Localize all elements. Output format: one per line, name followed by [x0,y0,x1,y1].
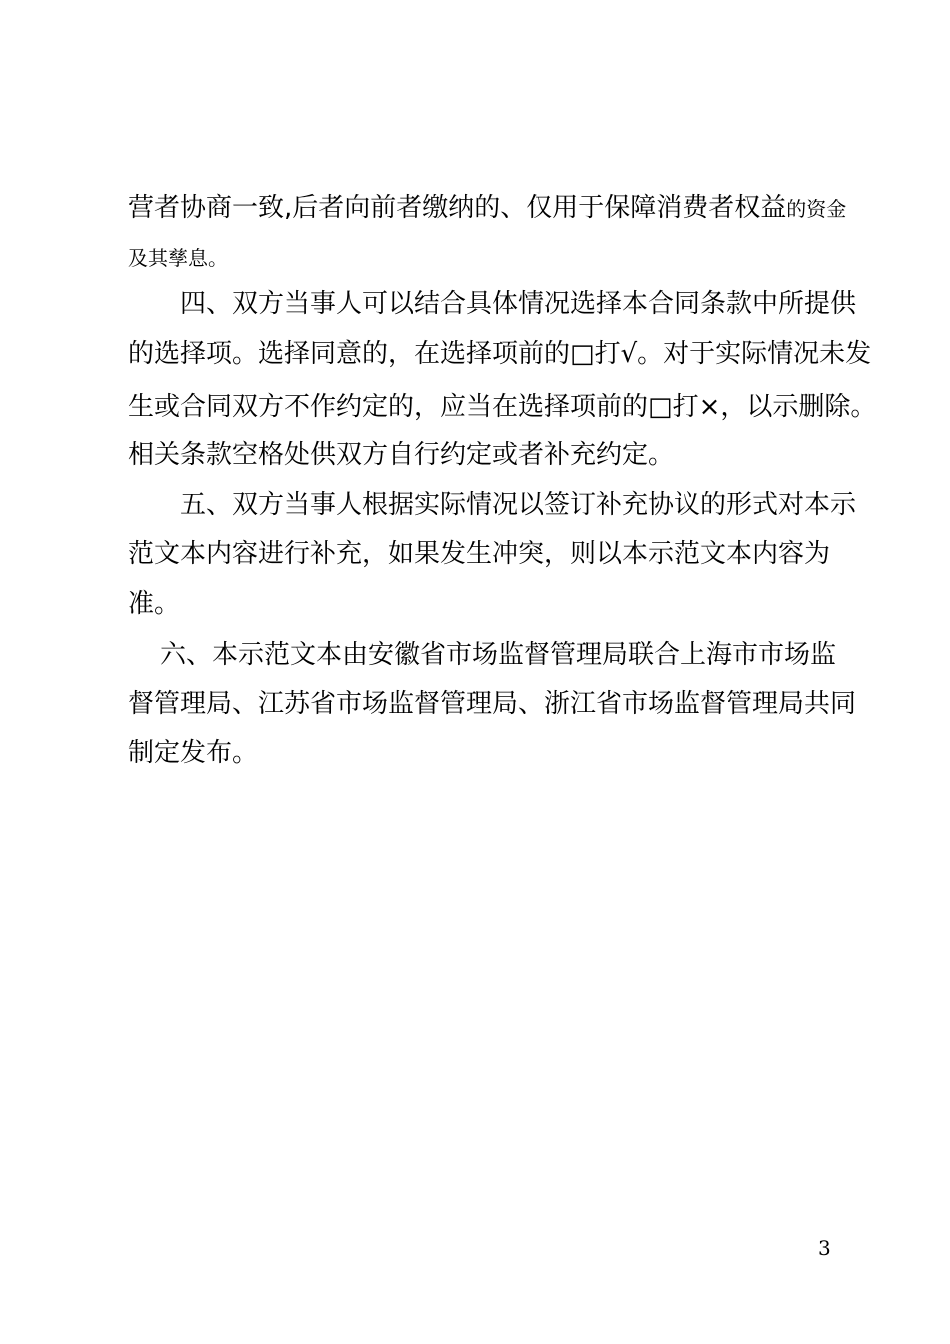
paragraph-5-line-1: 五、双方当事人根据实际情况以签订补充协议的形式对本示 [180,490,857,520]
paragraph-4-line-2: 的选择项。选择同意的，在选择项前的□打√。对于实际情况未发 [128,339,872,369]
paragraph-4-line-3: 生或合同双方不作约定的，应当在选择项前的□打×，以示删除。 [128,392,877,422]
text-line-2: 及其孳息。 [128,246,228,270]
paragraph-6-line-2: 督管理局、江苏省市场监督管理局、浙江省市场监督管理局共同 [128,689,857,719]
paragraph-4-line-1: 四、双方当事人可以结合具体情况选择本合同条款中所提供 [180,289,857,319]
paragraph-5-line-2: 范文本内容进行补充，如果发生冲突，则以本示范文本内容为 [128,539,831,569]
text-line-1-tail: 的资金 [786,197,847,221]
page-number: 3 [818,1236,831,1260]
paragraph-5-line-3: 准。 [128,589,181,619]
paragraph-6-line-1: 六、本示范文本由安徽省市场监督管理局联合上海市市场监 [160,640,837,670]
paragraph-6-line-3: 制定发布。 [128,738,259,768]
paragraph-4-line-4: 相关条款空格处供双方自行约定或者补充约定。 [128,440,675,470]
text-line-1 [128,192,846,225]
text-line-1-main: 营者协商一致,后者向前者缴纳的、仅用于保障消费者权益 [128,193,787,223]
